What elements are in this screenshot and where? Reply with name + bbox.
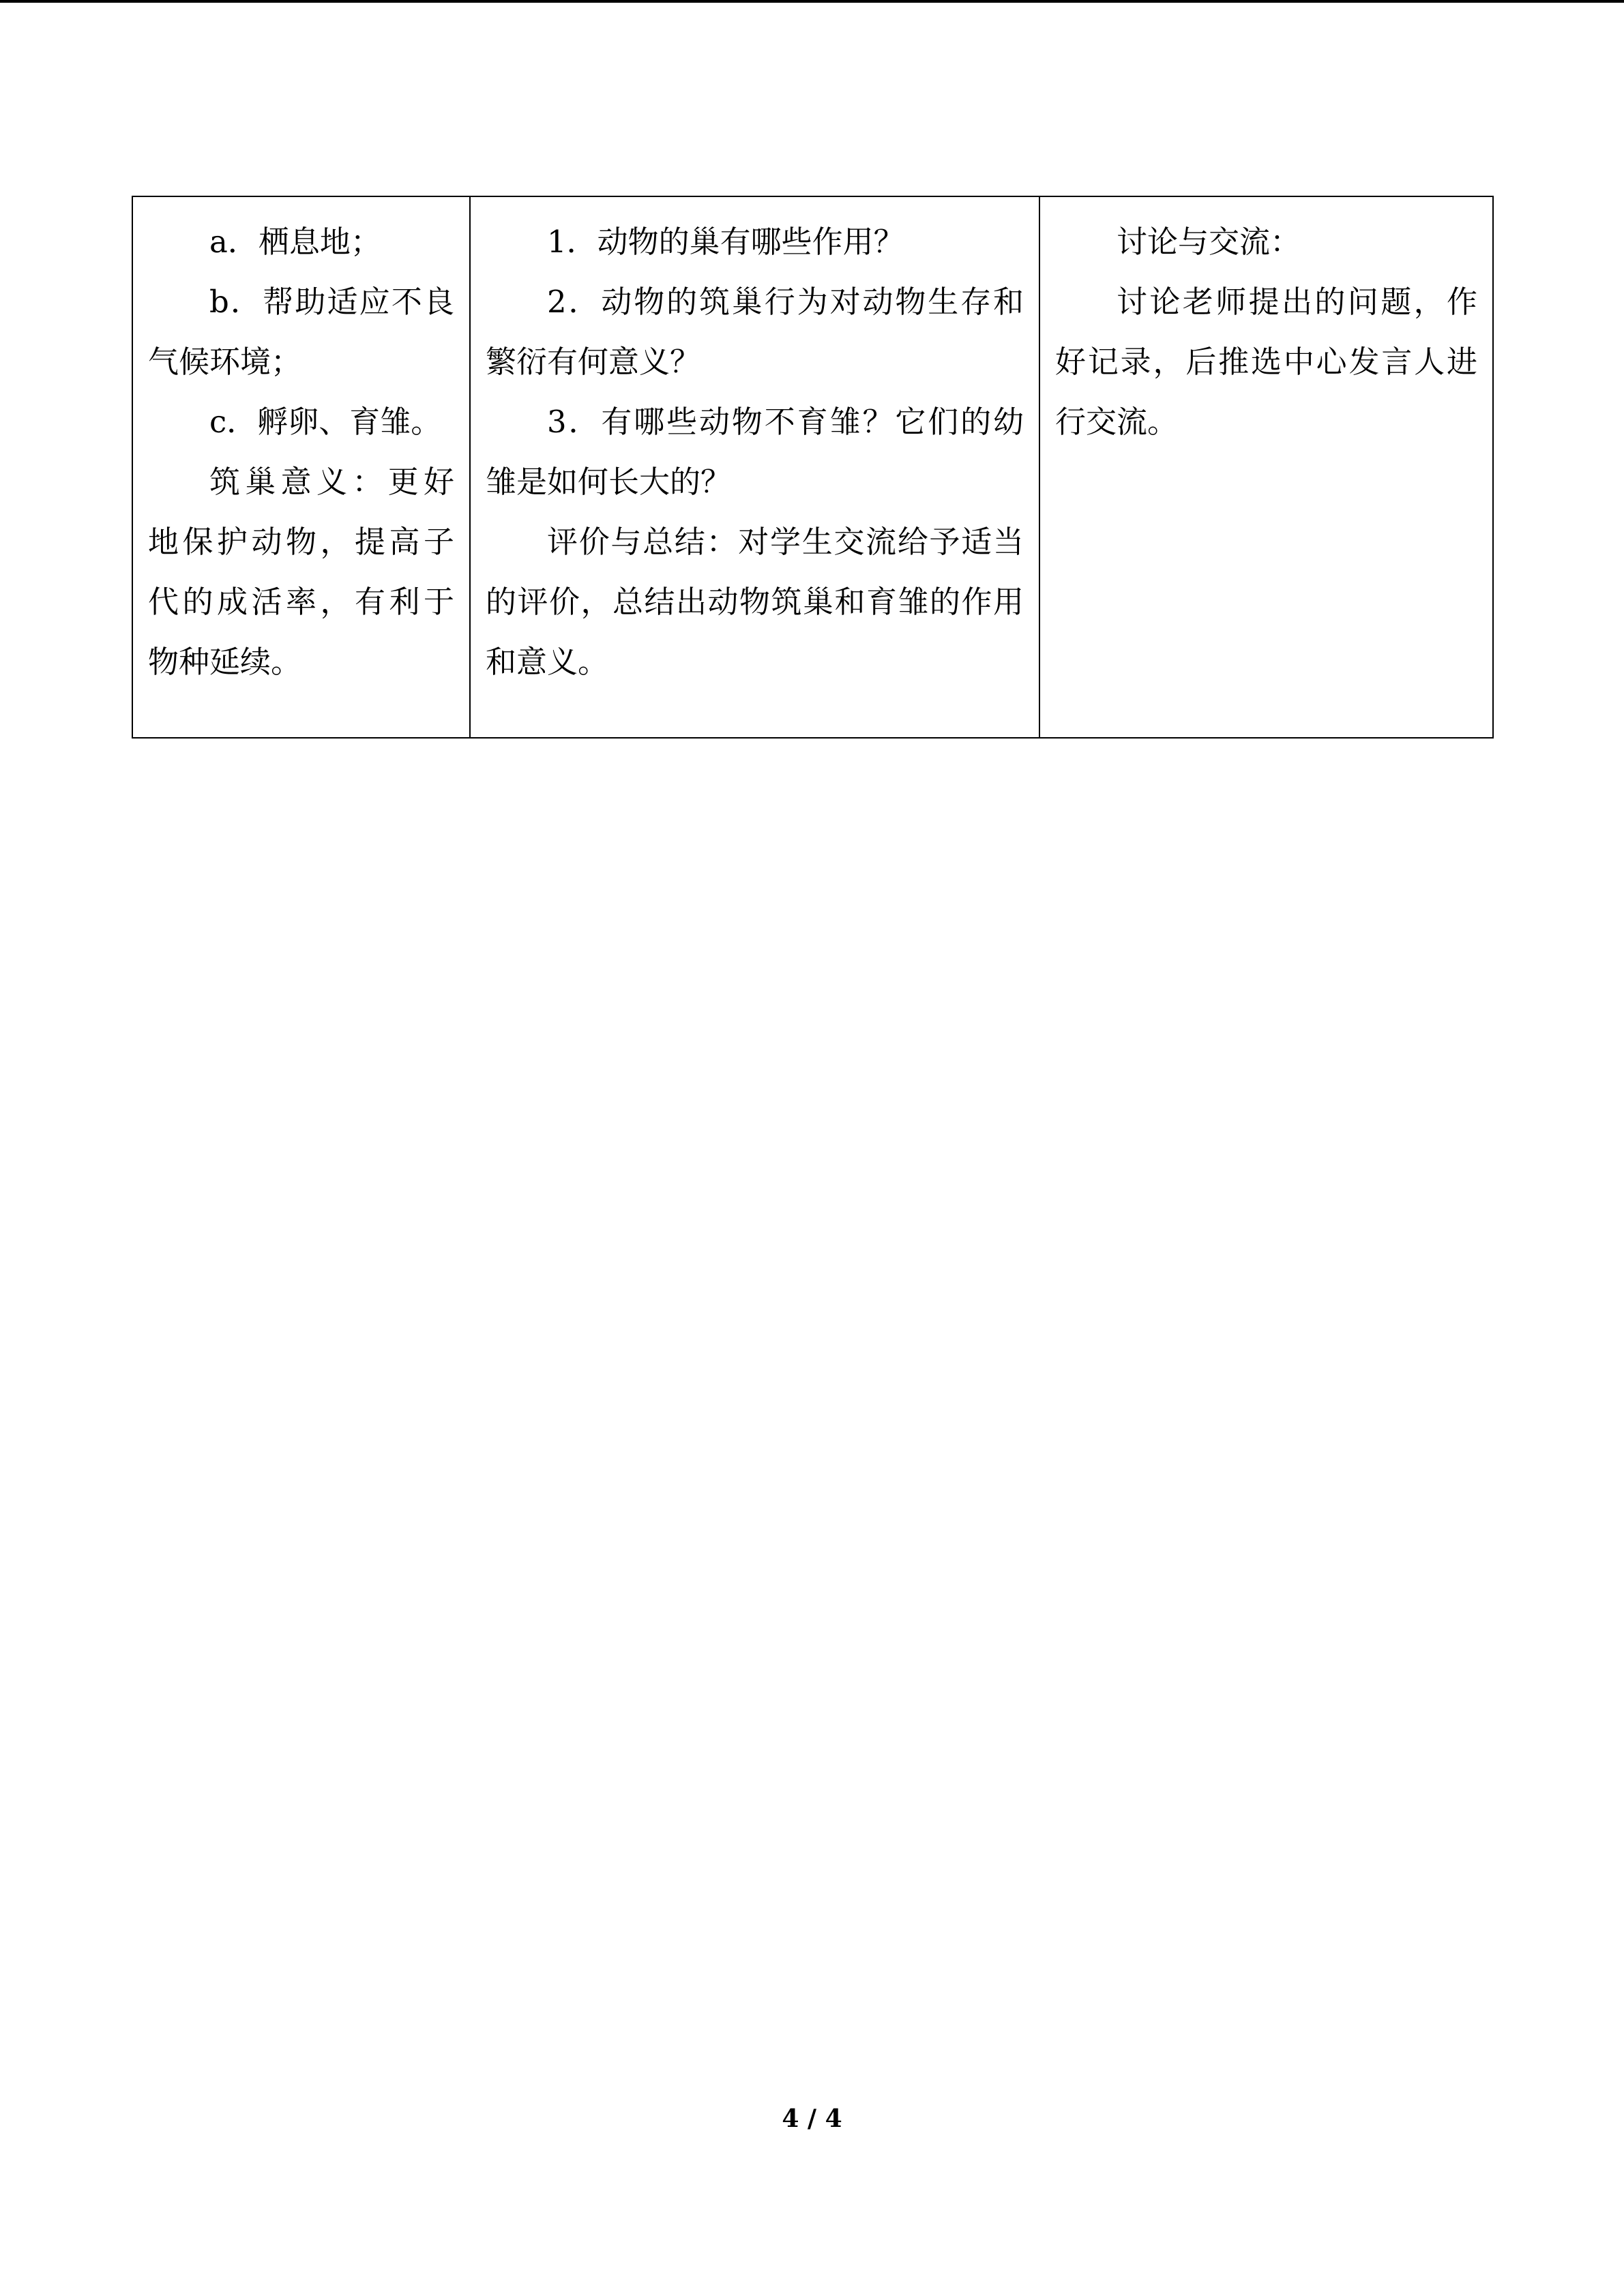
cell-paragraph: 评价与总结：对学生交流给予适当的评价，总结出动物筑巢和育雏的作用和意义。: [486, 524, 1024, 680]
cell-paragraph: 2．动物的筑巢行为对动物生存和繁衍有何意义？: [486, 284, 1024, 380]
table-cell-knowledge: [132, 196, 470, 738]
cell-paragraph: c．孵卵、育雏。: [209, 404, 442, 440]
table-cell-teacher-activity: [470, 196, 1039, 738]
cell-paragraph: a．栖息地；: [209, 224, 381, 260]
cell-paragraph: 筑巢意义：更好地保护动物，提高子代的成活率，有利于物种延续。: [148, 464, 454, 680]
cell-paragraph: 1．动物的巢有哪些作用？: [547, 224, 904, 260]
cell-paragraph: 讨论与交流：: [1117, 224, 1301, 260]
cell-paragraph: 讨论老师提出的问题，作好记录，后推选中心发言人进行交流。: [1055, 284, 1477, 440]
cell-paragraph: b．帮助适应不良气候环境；: [148, 284, 454, 380]
page-top-border: [0, 0, 1624, 3]
table-cell-student-activity: [1039, 196, 1493, 738]
page-number: 4 / 4: [782, 2104, 842, 2133]
lesson-plan-table: [132, 196, 1494, 739]
table-row: [132, 196, 1493, 738]
cell-paragraph: 3．有哪些动物不育雏？它们的幼雏是如何长大的？: [486, 404, 1024, 500]
